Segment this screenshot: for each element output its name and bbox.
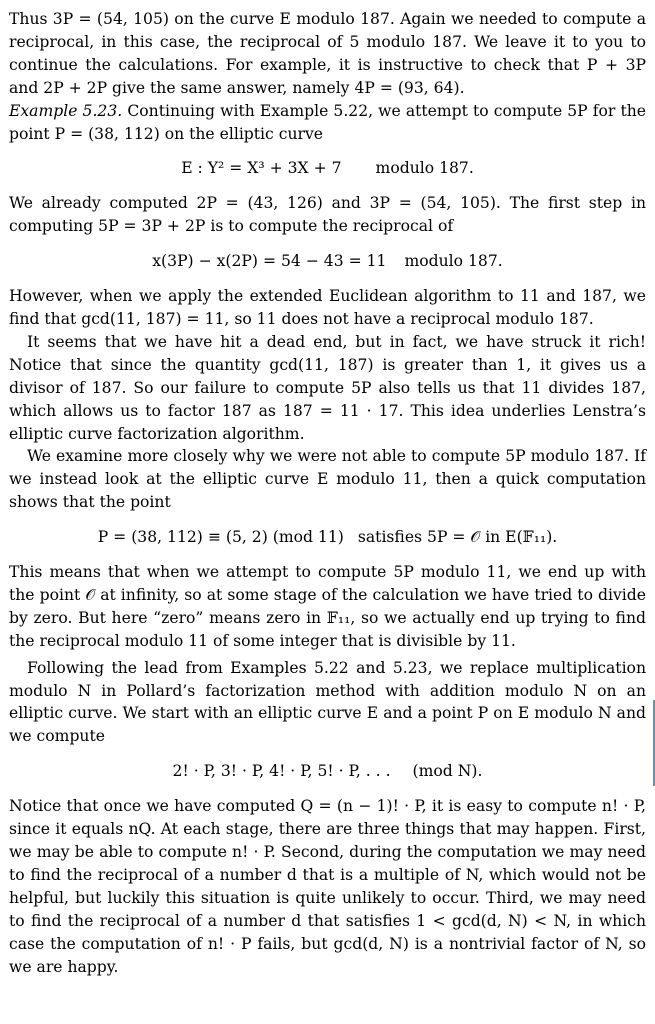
paragraph-gcd: However, when we apply the extended Euclidean algorithm to 11 and 187, we find that gcd(11, 187) = 11, so 11 does not have a reciprocal modulo 187. xyxy=(9,287,646,328)
paragraph-dead-end: It seems that we have hit a dead end, but in fact, we have struck it rich! Notice that since the quantity gcd(11, 187) is greater than 1, it gives us a divisor of 187. So our failure to compute 5P also tells us that 11 divides 187, which allows us to factor 187 as 187 = 11 · 17. This idea underlies Lenstra’s elliptic curve factorization algorithm. xyxy=(9,332,646,443)
equation-curve-lhs: E : Y² = X³ + 3X + 7 xyxy=(181,159,342,178)
equation-factorials-rhs: (mod N). xyxy=(412,762,483,781)
equation-difference-lhs: x(3P) − x(2P) = 54 − 43 = 11 xyxy=(152,252,387,271)
equation-difference xyxy=(9,250,646,273)
equation-factorials xyxy=(9,760,646,783)
paragraph-three-cases: Notice that once we have computed Q = (n − 1)! · P, it is easy to compute n! · P, since it equals nQ. At each stage, there are three things that may happen. First, we may be able to compute n! · P. Second, during the computation we may need to find the reciprocal of a number d that is a multiple of N, which would not be helpful, but luckily this situation is quite unlikely to occur. Third, we may need to find the reciprocal of a number d that satisfies 1 < gcd(d, N) < N, in which case the computation of n! · P fails, but gcd(d, N) is a nontrivial factor of N, so we are happy. xyxy=(9,797,646,976)
equation-factorials-lhs: 2! · P, 3! · P, 4! · P, 5! · P, . . . xyxy=(172,762,391,781)
paragraph-pollard: Following the lead from Examples 5.22 and 5.23, we replace multiplication modulo N in Pollard’s factorization method with addition modulo N on an elliptic curve. We start with an elliptic curve E and a point P on E modulo N and we compute xyxy=(9,658,646,746)
paragraph-intro: Thus 3P = (54, 105) on the curve E modulo 187. Again we needed to compute a reciprocal, in this case, the reciprocal of 5 modulo 187. We leave it to you to continue the calculations. For example, it is instructive to check that P + 3P and 2P + 2P give the same answer, namely 4P = (93, 64). xyxy=(9,10,646,97)
paragraph-computed: We already computed 2P = (43, 126) and 3P = (54, 105). The first step in computing 5P = 3P + 2P is to compute the reciprocal of xyxy=(9,194,646,236)
paragraph-examine: We examine more closely why we were not able to compute 5P modulo 187. If we instead look at the elliptic curve E modulo 11, then a quick computation shows that the point xyxy=(9,447,646,512)
paragraph-infinity: This means that when we attempt to compute 5P modulo 11, we end up with the point 𝒪 at infinity, so at some stage of the calculation we have tried to divide by zero. But here “zero” means zero in 𝔽₁₁, so we actually end up trying to find the reciprocal modulo 11 of some integer that is divisible by 11. xyxy=(9,563,646,650)
example-text: Continuing with Example 5.22, we attempt to compute 5P for the point P = (38, 112) on the elliptic curve xyxy=(9,101,646,143)
example-paragraph xyxy=(9,100,646,146)
equation-curve xyxy=(9,157,646,180)
equation-difference-rhs: modulo 187. xyxy=(404,252,503,271)
equation-point-lhs: P = (38, 112) ≡ (5, 2) (mod 11) xyxy=(97,528,344,547)
example-label: Example 5.23. xyxy=(9,101,123,120)
equation-curve-rhs: modulo 187. xyxy=(375,159,474,178)
equation-point-mod-11 xyxy=(9,526,646,549)
equation-point-rhs: satisfies 5P = 𝒪 in E(𝔽₁₁). xyxy=(357,528,558,547)
